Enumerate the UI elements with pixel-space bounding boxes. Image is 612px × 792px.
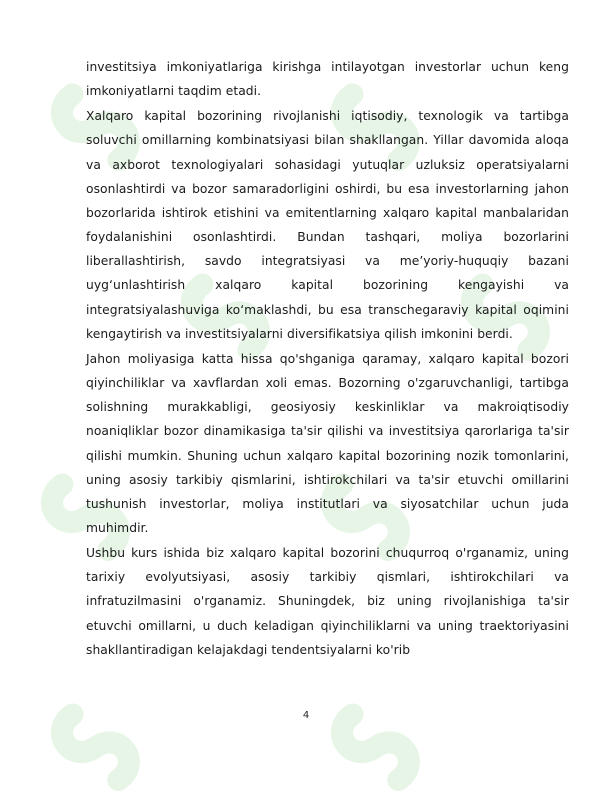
paragraph: investitsiya imkoniyatlariga kirishga intilayotgan investorlar uchun keng imkoniyatlarni taqdim etadi. <box>86 60 569 99</box>
paragraph: Ushbu kurs ishida biz xalqaro kapital bozorini chuqurroq o'rganamiz, uning tarixiy evolyutsiyasi, asosiy tarkibiy qismlari, ishtirokchilari va infratuzilmasini o'rganamiz. Shuningdek, biz uning rivojlanishiga ta'sir etuvchi omillarni, u duch keladigan qiyinchiliklarni va uning traektoriyasini shakllantiradigan kelajakdagi tendentsiyalarni ko'rib <box>86 546 569 657</box>
page-number: 4 <box>302 710 310 721</box>
paragraph: Jahon moliyasiga katta hissa qo'shganiga qaramay, xalqaro kapital bozori qiyinchiliklar va xavflardan xoli emas. Bozorning o'zgaruvchanligi, tartibga solishning murakkabligi, geosiyosiy keskinliklar va makroiqtisodiy noaniqliklar bozor dinamikasiga ta'sir qilishi va investitsiya qarorlariga ta'sir qilishi mumkin. Shuning uchun xalqaro kapital bozorining nozik tomonlarini, uning asosiy tarkibiy qismlarini, ishtirokchilari va ta'sir etuvchi omillarini tushunish investorlar, moliya institutlari va siyosatchilar uchun juda muhimdir. <box>86 351 569 535</box>
body-text <box>86 55 569 663</box>
paragraph: Xalqaro kapital bozorining rivojlanishi iqtisodiy, texnologik va tartibga soluvchi omillarning kombinatsiyasi bilan shakllangan. Yillar davomida aloqa va axborot texnologiyalari sohasidagi yutuqlar uzluksiz operatsiyalarni osonlashtirdi va bozor samaradorligini oshirdi, bu esa investorlarning jahon bozorlarida ishtirok etishini va emitentlarning xalqaro kapital manbalaridan foydalanishini osonlashtirdi. Bundan tashqari, moliya bozorlarini liberallashtirish, savdo integratsiyasi va me’yoriy-huquqiy bazani uyg‘unlashtirish xalqaro kapital bozorining kengayishi va integratsiyalashuviga ko‘maklashdi, bu esa transchegaraviy kapital oqimini kengaytirish va investitsiyalarni diversifikatsiya qilish imkonini berdi. <box>86 109 569 341</box>
